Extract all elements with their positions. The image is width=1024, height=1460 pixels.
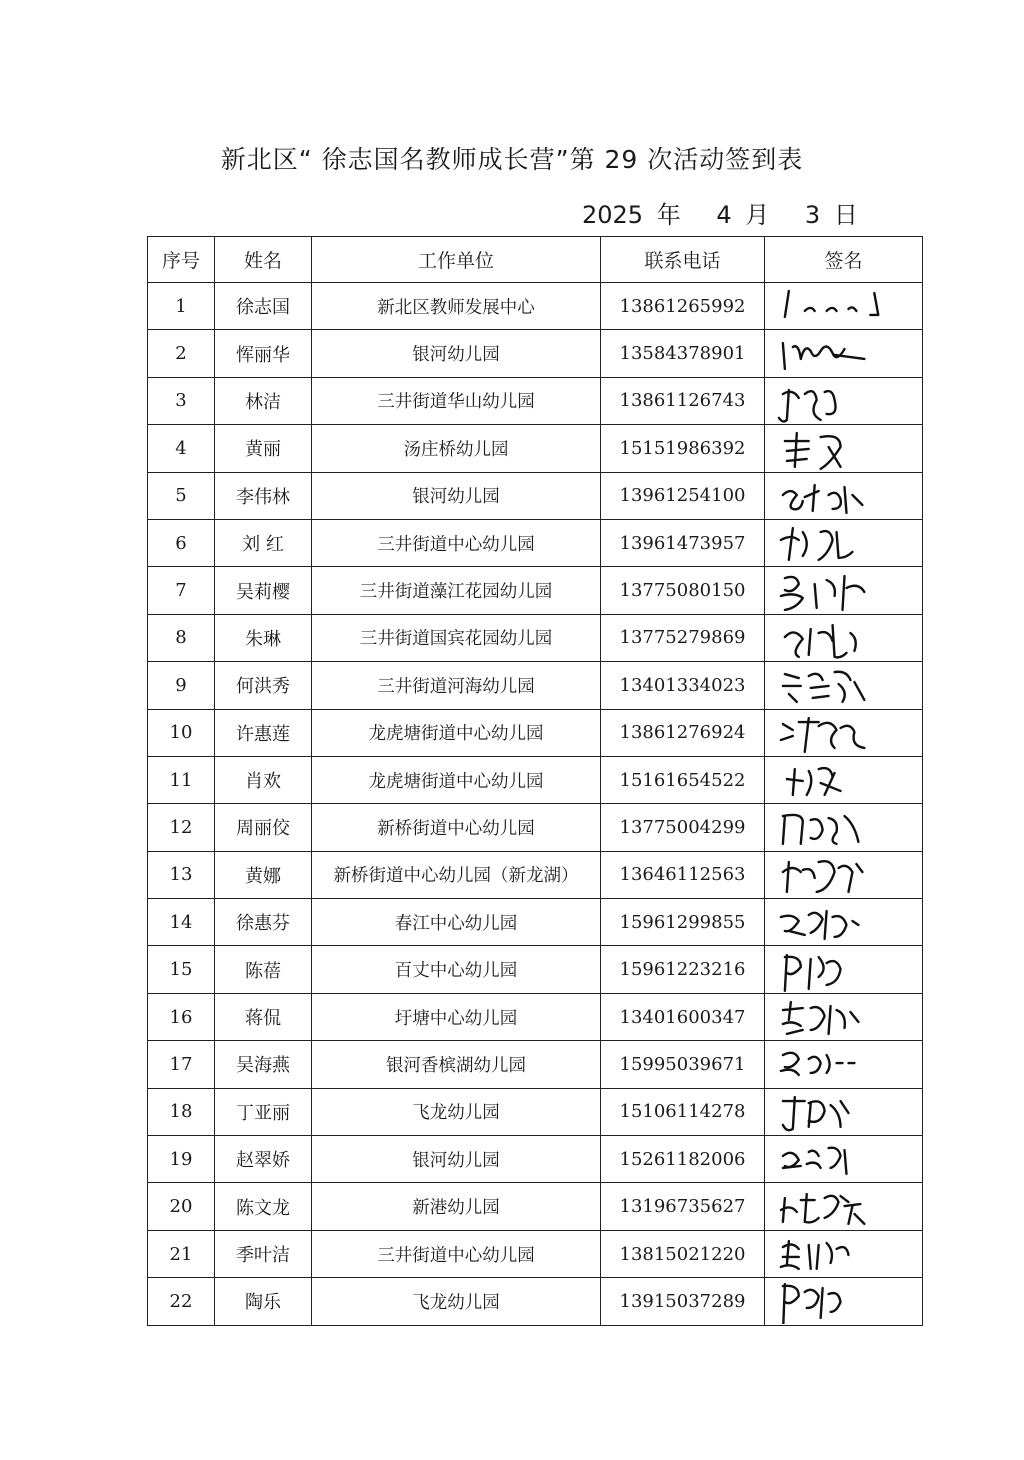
row-name: 赵翠娇 [215, 1136, 312, 1183]
row-phone: 13646112563 [601, 851, 765, 898]
table-header-row [148, 237, 923, 283]
row-unit: 银河幼儿园 [312, 472, 601, 519]
handwritten-signature-2 [765, 331, 922, 377]
table-row [148, 472, 923, 519]
table-row [148, 1230, 923, 1277]
header-signature: 签名 [765, 237, 923, 283]
row-name: 丁亚丽 [215, 1088, 312, 1135]
table-row [148, 993, 923, 1040]
row-number: 21 [148, 1230, 215, 1277]
row-number: 20 [148, 1183, 215, 1230]
row-phone: 13861265992 [601, 283, 765, 330]
table-row [148, 283, 923, 330]
row-phone: 13861276924 [601, 709, 765, 756]
row-number: 8 [148, 614, 215, 661]
row-phone: 13584378901 [601, 330, 765, 377]
row-unit: 飞龙幼儿园 [312, 1088, 601, 1135]
header-name: 姓名 [215, 237, 312, 283]
handwritten-signature-1 [765, 283, 922, 329]
row-number: 17 [148, 1041, 215, 1088]
row-number: 3 [148, 377, 215, 424]
handwritten-signature-10 [765, 710, 922, 756]
date-month-unit: 月 [745, 201, 770, 229]
row-unit: 银河幼儿园 [312, 1136, 601, 1183]
header-phone: 联系电话 [601, 237, 765, 283]
row-number: 11 [148, 756, 215, 803]
date-day: 3 [804, 201, 821, 229]
header-unit: 工作单位 [312, 237, 601, 283]
row-signature [765, 1136, 923, 1183]
handwritten-signature-5 [765, 473, 922, 519]
row-signature [765, 899, 923, 946]
handwritten-signature-12 [765, 804, 922, 850]
row-name: 黄丽 [215, 425, 312, 472]
row-name: 蒋侃 [215, 993, 312, 1040]
date-year: 2025 [582, 201, 644, 229]
row-signature [765, 756, 923, 803]
table-row [148, 804, 923, 851]
row-name: 何洪秀 [215, 662, 312, 709]
row-phone: 13775004299 [601, 804, 765, 851]
row-signature [765, 804, 923, 851]
row-signature [765, 993, 923, 1040]
table-row [148, 946, 923, 993]
row-phone: 15961223216 [601, 946, 765, 993]
row-phone: 15995039671 [601, 1041, 765, 1088]
handwritten-signature-8 [765, 615, 922, 661]
table-row [148, 1136, 923, 1183]
row-signature [765, 851, 923, 898]
table-row [148, 425, 923, 472]
table-row [148, 377, 923, 424]
row-number: 18 [148, 1088, 215, 1135]
row-unit: 三井街道中心幼儿园 [312, 519, 601, 566]
row-phone: 15151986392 [601, 425, 765, 472]
table-row [148, 662, 923, 709]
row-name: 季叶洁 [215, 1230, 312, 1277]
row-number: 15 [148, 946, 215, 993]
row-unit: 汤庄桥幼儿园 [312, 425, 601, 472]
row-name: 刘 红 [215, 519, 312, 566]
table-row [148, 330, 923, 377]
handwritten-signature-22 [765, 1278, 922, 1324]
table-row [148, 567, 923, 614]
row-number: 13 [148, 851, 215, 898]
document-date [582, 195, 858, 230]
handwritten-signature-21 [765, 1231, 922, 1277]
row-signature [765, 1088, 923, 1135]
row-name: 陈文龙 [215, 1183, 312, 1230]
row-signature [765, 1183, 923, 1230]
row-signature [765, 377, 923, 424]
table-row [148, 1278, 923, 1325]
handwritten-signature-15 [765, 947, 922, 993]
row-unit: 三井街道藻江花园幼儿园 [312, 567, 601, 614]
handwritten-signature-4 [765, 425, 922, 471]
row-unit: 三井街道中心幼儿园 [312, 1230, 601, 1277]
row-unit: 三井街道河海幼儿园 [312, 662, 601, 709]
row-name: 肖欢 [215, 756, 312, 803]
row-number: 14 [148, 899, 215, 946]
row-number: 5 [148, 472, 215, 519]
table-row [148, 851, 923, 898]
row-signature [765, 1230, 923, 1277]
row-phone: 15161654522 [601, 756, 765, 803]
row-unit: 三井街道华山幼儿园 [312, 377, 601, 424]
row-unit: 新桥街道中心幼儿园（新龙湖） [312, 851, 601, 898]
document-title: 新北区“ 徐志国名教师成长营”第 29 次活动签到表 [220, 145, 804, 174]
row-signature [765, 567, 923, 614]
row-unit: 银河香槟湖幼儿园 [312, 1041, 601, 1088]
row-unit: 龙虎塘街道中心幼儿园 [312, 756, 601, 803]
row-number: 1 [148, 283, 215, 330]
date-year-unit: 年 [656, 201, 681, 229]
row-signature [765, 472, 923, 519]
row-name: 徐志国 [215, 283, 312, 330]
row-signature [765, 330, 923, 377]
row-name: 恽丽华 [215, 330, 312, 377]
table-row [148, 899, 923, 946]
row-name: 许惠莲 [215, 709, 312, 756]
table-row [148, 1088, 923, 1135]
row-signature [765, 1278, 923, 1325]
sign-in-table [147, 236, 923, 1326]
row-name: 林洁 [215, 377, 312, 424]
handwritten-signature-6 [765, 520, 922, 566]
row-number: 19 [148, 1136, 215, 1183]
header-number: 序号 [148, 237, 215, 283]
row-name: 徐惠芬 [215, 899, 312, 946]
row-unit: 春江中心幼儿园 [312, 899, 601, 946]
row-signature [765, 946, 923, 993]
table-row [148, 614, 923, 661]
table-body [148, 283, 923, 1326]
handwritten-signature-11 [765, 757, 922, 803]
handwritten-signature-18 [765, 1089, 922, 1135]
row-unit: 圩塘中心幼儿园 [312, 993, 601, 1040]
row-phone: 13401334023 [601, 662, 765, 709]
table-row [148, 519, 923, 566]
row-phone: 13775279869 [601, 614, 765, 661]
row-name: 吴海燕 [215, 1041, 312, 1088]
row-signature [765, 1041, 923, 1088]
row-unit: 新港幼儿园 [312, 1183, 601, 1230]
date-month: 4 [716, 201, 732, 229]
row-phone: 13915037289 [601, 1278, 765, 1325]
row-phone: 13401600347 [601, 993, 765, 1040]
row-phone: 13815021220 [601, 1230, 765, 1277]
row-signature [765, 283, 923, 330]
row-signature [765, 614, 923, 661]
handwritten-signature-13 [765, 852, 922, 898]
handwritten-signature-19 [765, 1136, 922, 1182]
handwritten-signature-3 [765, 378, 922, 424]
row-phone: 15261182006 [601, 1136, 765, 1183]
date-day-unit: 日 [833, 201, 858, 229]
row-number: 16 [148, 993, 215, 1040]
row-unit: 新桥街道中心幼儿园 [312, 804, 601, 851]
row-unit: 银河幼儿园 [312, 330, 601, 377]
row-name: 陶乐 [215, 1278, 312, 1325]
table-row [148, 1183, 923, 1230]
row-signature [765, 519, 923, 566]
handwritten-signature-14 [765, 899, 922, 945]
row-number: 7 [148, 567, 215, 614]
table-row [148, 709, 923, 756]
row-signature [765, 425, 923, 472]
handwritten-signature-17 [765, 1041, 922, 1087]
row-name: 吴莉樱 [215, 567, 312, 614]
handwritten-signature-7 [765, 568, 922, 614]
row-number: 9 [148, 662, 215, 709]
row-name: 周丽佼 [215, 804, 312, 851]
row-unit: 飞龙幼儿园 [312, 1278, 601, 1325]
row-phone: 13961254100 [601, 472, 765, 519]
row-name: 黄娜 [215, 851, 312, 898]
row-number: 4 [148, 425, 215, 472]
row-unit: 龙虎塘街道中心幼儿园 [312, 709, 601, 756]
handwritten-signature-9 [765, 662, 922, 708]
row-unit: 新北区教师发展中心 [312, 283, 601, 330]
row-signature [765, 709, 923, 756]
row-phone: 13861126743 [601, 377, 765, 424]
handwritten-signature-16 [765, 994, 922, 1040]
row-signature [765, 662, 923, 709]
row-number: 2 [148, 330, 215, 377]
row-name: 李伟林 [215, 472, 312, 519]
row-number: 10 [148, 709, 215, 756]
row-unit: 百丈中心幼儿园 [312, 946, 601, 993]
table-row [148, 1041, 923, 1088]
handwritten-signature-20 [765, 1184, 922, 1230]
row-phone: 13775080150 [601, 567, 765, 614]
row-phone: 13961473957 [601, 519, 765, 566]
row-number: 6 [148, 519, 215, 566]
table-row [148, 756, 923, 803]
row-number: 22 [148, 1278, 215, 1325]
row-phone: 13196735627 [601, 1183, 765, 1230]
row-phone: 15961299855 [601, 899, 765, 946]
row-unit: 三井街道国宾花园幼儿园 [312, 614, 601, 661]
row-name: 陈蓓 [215, 946, 312, 993]
row-number: 12 [148, 804, 215, 851]
row-phone: 15106114278 [601, 1088, 765, 1135]
row-name: 朱琳 [215, 614, 312, 661]
